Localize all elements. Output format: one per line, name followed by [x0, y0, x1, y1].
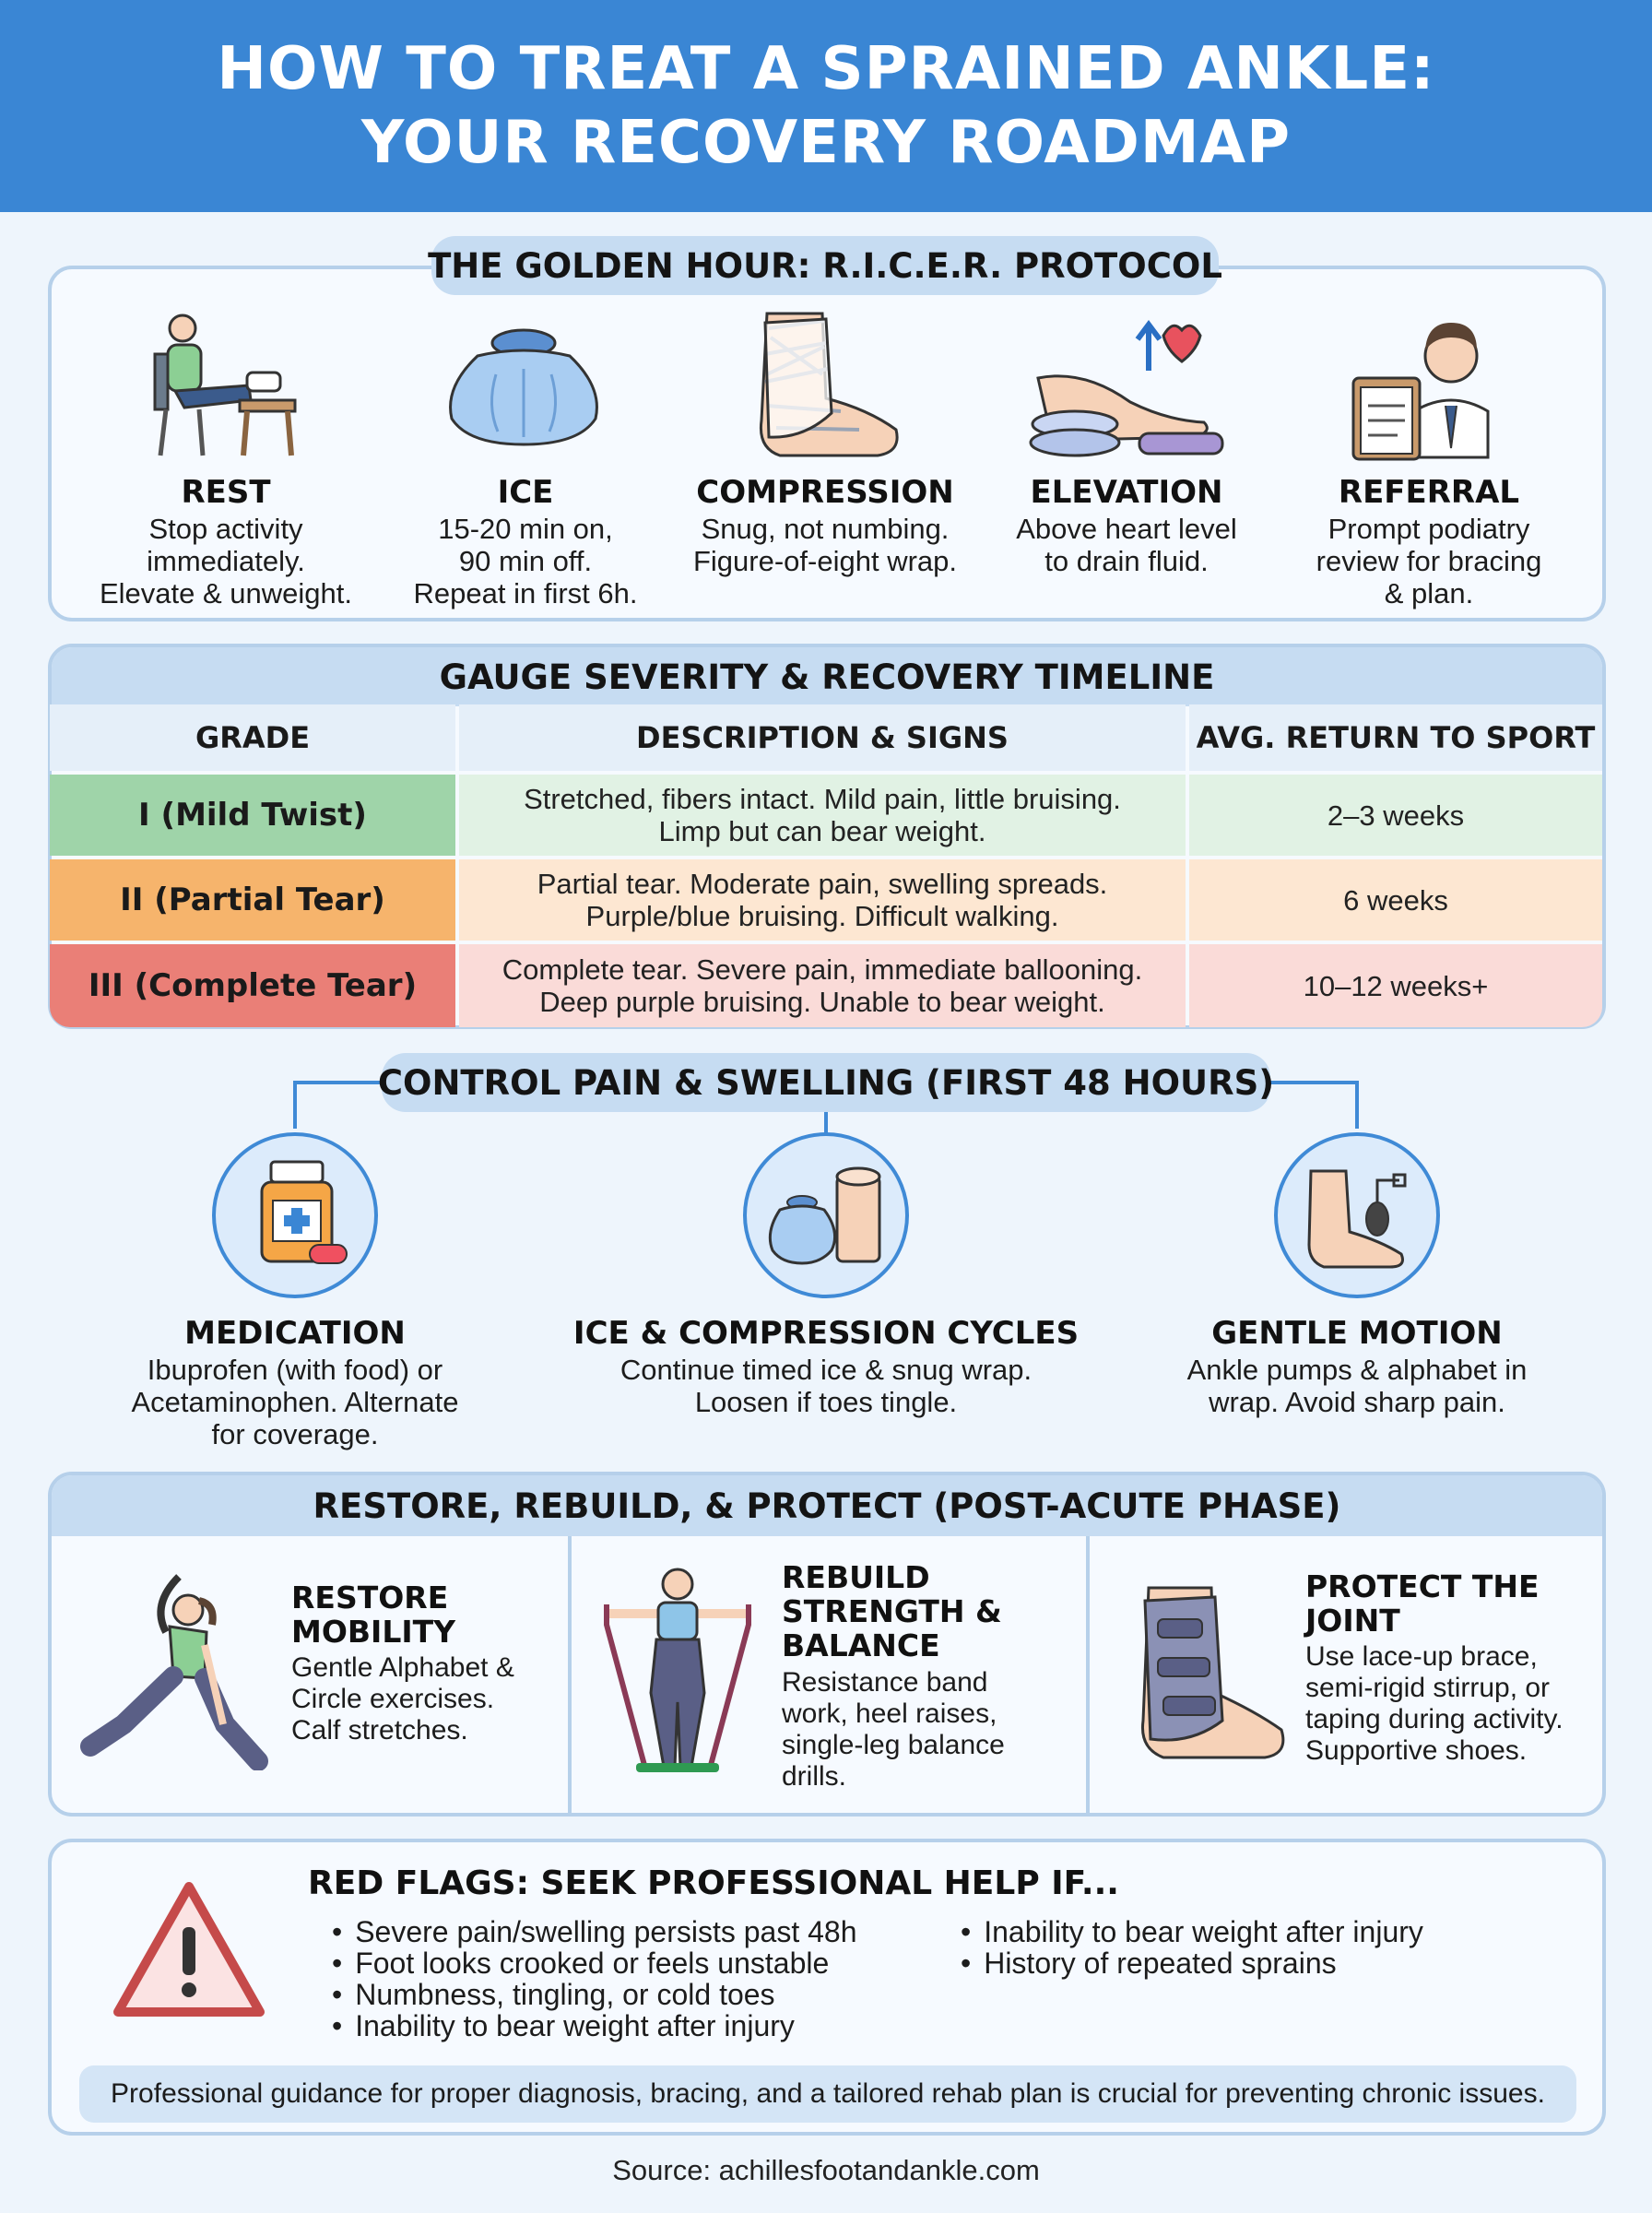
doctor-clipboard-icon [1350, 310, 1506, 461]
table-row-grade: I (Mild Twist) [50, 775, 455, 856]
ice-title: ICE [497, 474, 554, 511]
elevation-description: Above heart level to drain fluid. [1016, 513, 1237, 577]
restore-mobility-title: RESTORE MOBILITY [291, 1580, 456, 1650]
table-row-return: 6 weeks [1189, 859, 1602, 941]
ricer-section-title: THE GOLDEN HOUR: R.I.C.E.R. PROTOCOL [431, 236, 1219, 295]
page-title-line-2: YOUR RECOVERY ROADMAP [360, 109, 1292, 177]
list-item: • Foot looks crooked or feels unstable [332, 1947, 940, 1979]
ice-pack-icon [441, 323, 607, 452]
rest-title: REST [181, 474, 271, 511]
table-row-return: 10–12 weeks+ [1189, 944, 1602, 1027]
restore-mobility-description: Gentle Alphabet & Circle exercises. Calf stretches. [291, 1652, 514, 1746]
gentle-motion-description: Ankle pumps & alphabet in wrap. Avoid sharp pain. [1186, 1354, 1528, 1418]
stretching-woman-icon [77, 1568, 271, 1770]
column-header-description: DESCRIPTION & SIGNS [459, 704, 1186, 771]
column-divider [568, 1536, 572, 1817]
list-item: • Severe pain/swelling persists past 48h [332, 1916, 940, 1947]
elevated-foot-icon [1029, 314, 1232, 461]
connector-line-left [293, 1081, 387, 1129]
list-item: • Inability to bear weight after injury [332, 2010, 940, 2041]
table-row-description: Complete tear. Severe pain, immediate ballooning. Deep purple bruising. Unable to bear weight. [459, 944, 1186, 1027]
ankle-brace-icon [1127, 1582, 1292, 1763]
table-row-grade: II (Partial Tear) [50, 859, 455, 941]
bandaged-ankle-icon [749, 310, 905, 461]
warning-triangle-icon [111, 1879, 267, 2021]
red-flags-title: RED FLAGS: SEEK PROFESSIONAL HELP IF... [308, 1864, 1119, 1902]
gentle-motion-title: GENTLE MOTION [1211, 1315, 1503, 1352]
resistance-band-icon [590, 1564, 765, 1776]
protect-joint-title: PROTECT THE JOINT [1305, 1568, 1540, 1639]
page-title-line-1: HOW TO TREAT A SPRAINED ANKLE: [217, 35, 1435, 103]
connector-line-right [1265, 1081, 1359, 1129]
restore-section-title: RESTORE, REBUILD, & PROTECT (POST-ACUTE PHASE) [52, 1475, 1602, 1536]
rest-description: Stop activity immediately. Elevate & unweight. [99, 513, 352, 609]
referral-description: Prompt podiatry review for bracing & plan. [1316, 513, 1542, 609]
person-resting-icon [148, 308, 304, 465]
page-header [0, 0, 1652, 212]
compression-description: Snug, not numbing. Figure-of-eight wrap. [692, 513, 957, 577]
table-row-description: Stretched, fibers intact. Mild pain, little bruising. Limp but can bear weight. [459, 775, 1186, 856]
table-row-return: 2–3 weeks [1189, 775, 1602, 856]
table-row-description: Partial tear. Moderate pain, swelling spreads. Purple/blue bruising. Difficult walking. [459, 859, 1186, 941]
source-credit: Source: achillesfootandankle.com [612, 2154, 1040, 2186]
referral-title: REFERRAL [1338, 474, 1520, 511]
severity-section-title: GAUGE SEVERITY & RECOVERY TIMELINE [52, 647, 1602, 706]
protect-joint-description: Use lace-up brace, semi-rigid stirrup, or taping during activity. Supportive shoes. [1305, 1641, 1564, 1766]
column-header-return: AVG. RETURN TO SPORT [1189, 704, 1602, 771]
column-header-grade: GRADE [50, 704, 455, 771]
foot-pump-icon [1298, 1162, 1418, 1272]
table-row-grade: III (Complete Tear) [50, 944, 455, 1027]
compression-title: COMPRESSION [696, 474, 954, 511]
medication-description: Ibuprofen (with food) or Acetaminophen. Alternate for coverage. [131, 1354, 459, 1450]
rebuild-strength-title: REBUILD STRENGTH & BALANCE [782, 1559, 1002, 1663]
list-item: • Numbness, tingling, or cold toes [332, 1979, 940, 2010]
ice-and-bandage-icon [761, 1166, 891, 1267]
medication-title: MEDICATION [184, 1315, 406, 1352]
elevation-title: ELEVATION [1030, 474, 1223, 511]
red-flags-list-right [961, 1916, 1551, 1979]
ice-description: 15-20 min on, 90 min off. Repeat in first 6h. [413, 513, 638, 609]
column-divider [1086, 1536, 1090, 1817]
professional-guidance-note: Professional guidance for proper diagnosis, bracing, and a tailored rehab plan is crucial for preventing chronic issues. [79, 2065, 1576, 2123]
ice-compression-title: ICE & COMPRESSION CYCLES [572, 1315, 1080, 1352]
list-item: • History of repeated sprains [961, 1947, 1551, 1979]
medicine-bottle-icon [249, 1158, 350, 1269]
list-item: • Inability to bear weight after injury [961, 1916, 1551, 1947]
rebuild-strength-description: Resistance band work, heel raises, single-leg balance drills. [782, 1667, 1005, 1792]
ice-compression-description: Continue timed ice & snug wrap. Loosen if toes tingle. [620, 1354, 1032, 1418]
red-flags-list-left [332, 1916, 940, 2041]
control-section-title: CONTROL PAIN & SWELLING (FIRST 48 HOURS) [382, 1053, 1270, 1112]
